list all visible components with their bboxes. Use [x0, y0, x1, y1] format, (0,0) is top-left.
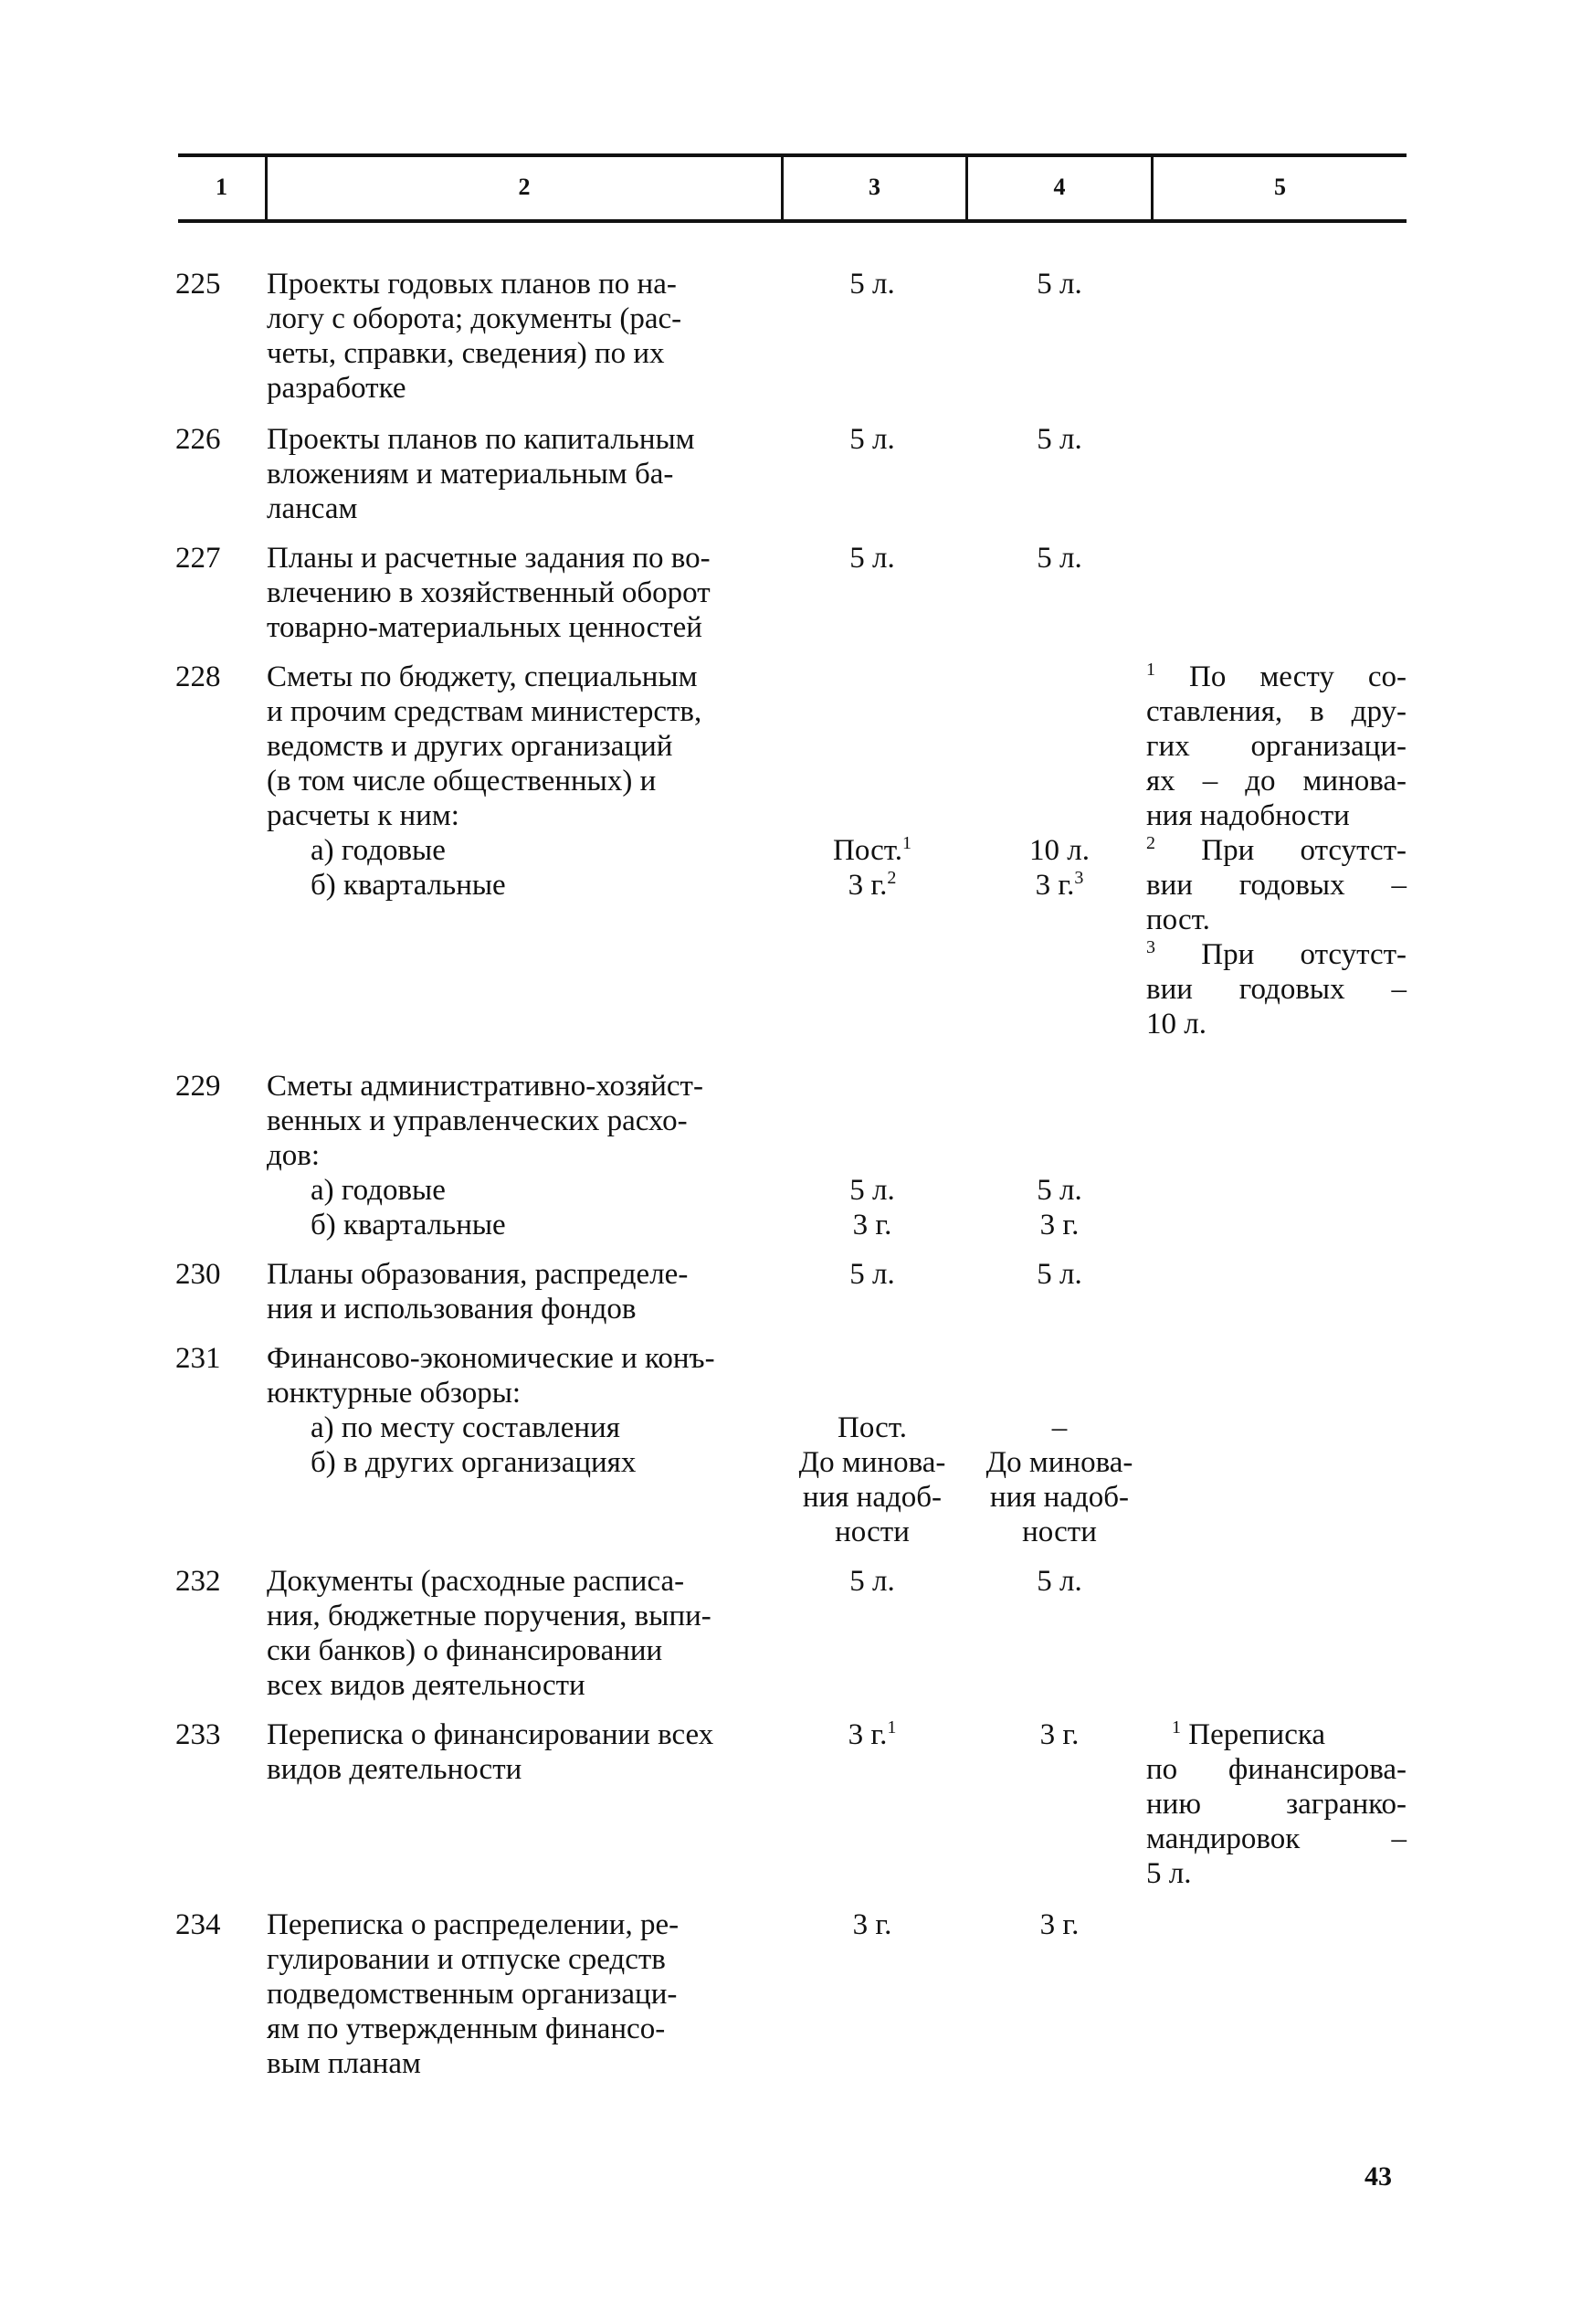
header-bottom-rule [178, 219, 1407, 223]
retention-col-4: 5 л. [1037, 423, 1082, 456]
retention-col-3: 3 г. [852, 1908, 892, 1941]
row-description: Проекты годовых планов по на- логу с оборота; документы (рас- четы, справки, сведения) по их разработке [267, 268, 682, 405]
header-top-rule [178, 153, 1407, 157]
retention-col-4: 3 г. [1039, 1908, 1080, 1941]
header-col-2: 2 [518, 174, 531, 200]
retention-col-3: 5 л. [849, 1174, 895, 1207]
row-number: 225 [175, 268, 221, 301]
row-number: 231 [175, 1342, 221, 1375]
retention-col-4: 3 г. [1039, 1718, 1080, 1751]
sub-item-quarterly: б) квартальные [311, 1209, 506, 1241]
retention-col-4: 5 л. [1037, 1174, 1082, 1207]
retention-col-3: Пост.$^1$ [833, 833, 911, 867]
retention-col-3: 5 л. [849, 423, 895, 456]
retention-col-3: 5 л. [849, 1258, 895, 1291]
footnote: $^1$ По месту со- ставления, в дру- гих организаци- ях – до минова- ния надобности $^2$ При отсутст- вии годовых – пост. $^3$ При отсутст- вии годовых – 10 л. [1146, 660, 1407, 1041]
sub-item-quarterly: б) квартальные [311, 869, 506, 902]
sub-item-annual: а) годовые [311, 1174, 446, 1207]
row-number: 228 [175, 660, 221, 693]
row-number: 234 [175, 1908, 221, 1941]
row-description: Планы образования, распределе- ния и использования фондов [267, 1258, 689, 1326]
row-description: Планы и расчетные задания по во- влечению в хозяйственный оборот товарно-материальных ценностей [267, 542, 711, 644]
sub-item-annual: а) годовые [311, 834, 446, 867]
header-col-3: 3 [869, 174, 880, 200]
header-col-5: 5 [1274, 174, 1286, 200]
retention-col-4: 3 г. [1039, 1209, 1080, 1241]
footnote: $^1$ Переписка по финансирова- нию загранко- мандировок – 5 л. [1146, 1717, 1407, 1890]
row-description: Документы (расходные расписа- ния, бюджетные поручения, выпи- ски банков) о финансировании всех видов деятельности [267, 1565, 711, 1702]
retention-col-3: Пост. [838, 1411, 907, 1444]
row-description: Проекты планов по капитальным вложениям и материальным ба- лансам [267, 423, 695, 525]
retention-col-3: 3 г.$^2$ [848, 868, 897, 902]
retention-col-3: 5 л. [849, 1565, 895, 1598]
sub-item-other-orgs: б) в других организациях [311, 1446, 637, 1479]
row-number: 229 [175, 1070, 221, 1103]
row-description: Переписка о распределении, ре- гулировании и отпуске средств подведомственным организаци- ям по утвержденным финансо- вым планам [267, 1908, 680, 2080]
row-number: 226 [175, 423, 221, 456]
page-number: 43 [1365, 2161, 1392, 2192]
row-number: 227 [175, 542, 221, 575]
retention-col-4: 5 л. [1037, 268, 1082, 301]
row-number: 230 [175, 1258, 221, 1291]
retention-col-3: 5 л. [849, 542, 895, 575]
row-number: 232 [175, 1565, 221, 1598]
retention-col-3: 3 г. [852, 1209, 892, 1241]
retention-col-4: 5 л. [1037, 1258, 1082, 1291]
row-description: Финансово-экономические и конъ- юнктурные обзоры: [267, 1342, 715, 1410]
header-col-4: 4 [1053, 174, 1066, 200]
row-number: 233 [175, 1718, 221, 1751]
retention-col-4: – [1051, 1411, 1068, 1444]
table-header [178, 153, 1407, 223]
retention-col-4: 5 л. [1037, 542, 1082, 575]
retention-col-3: 5 л. [849, 268, 895, 301]
row-description: Сметы административно-хозяйст- венных и управленческих расхо- дов: [267, 1070, 703, 1172]
header-col-1: 1 [216, 174, 227, 200]
row-description: Переписка о финансировании всех видов деятельности [267, 1718, 714, 1786]
retention-col-4: 3 г.$^3$ [1035, 868, 1084, 902]
sub-item-origin: а) по месту составления [311, 1411, 620, 1444]
row-description: Сметы по бюджету, специальным и прочим средствам министерств, ведомств и других организаций (в том числе общественных) и расчеты к ним: [267, 660, 702, 832]
retention-col-3: До минова- ния надоб- ности [798, 1446, 946, 1548]
retention-col-3: 3 г.$^1$ [848, 1717, 897, 1751]
retention-col-4: До минова- ния надоб- ности [985, 1446, 1133, 1548]
retention-col-4: 5 л. [1037, 1565, 1082, 1598]
retention-col-4: 10 л. [1029, 834, 1090, 867]
